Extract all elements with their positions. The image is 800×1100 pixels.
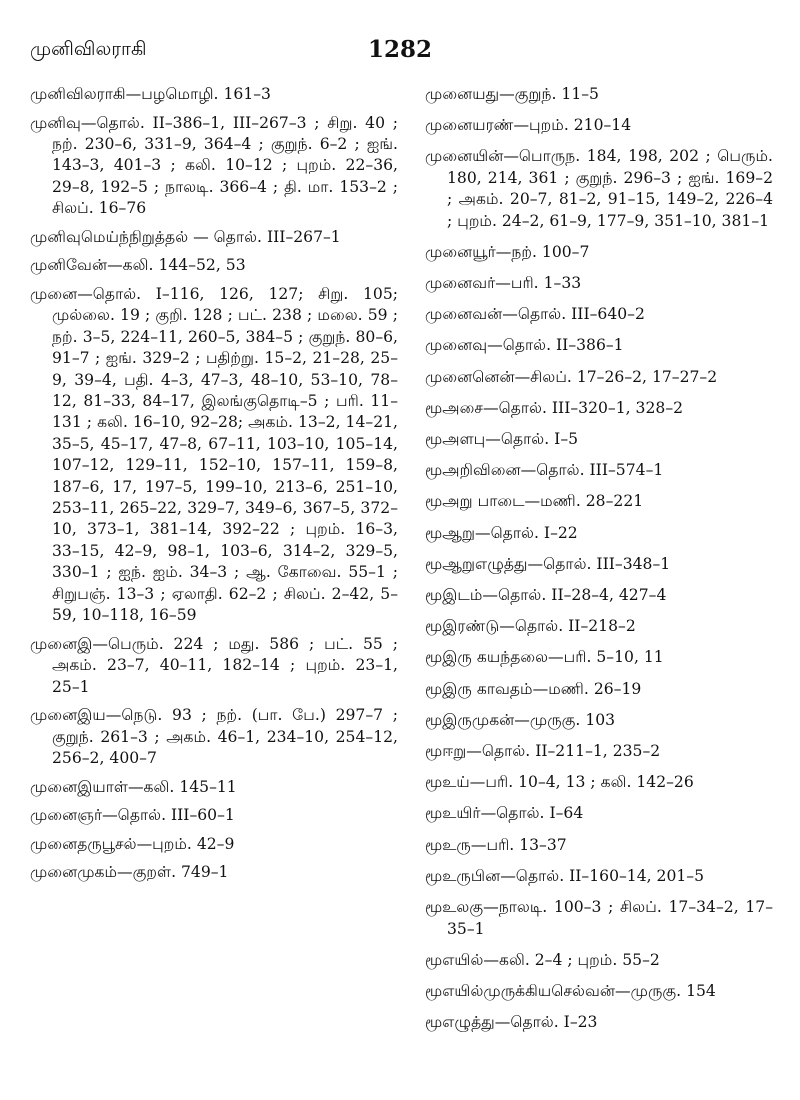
index-entry: முனைவு—தொல். II–386–1 xyxy=(425,336,624,355)
index-entry: மூஇரு காவதம்—மணி. 26–19 xyxy=(425,679,642,698)
index-entry: முனிவேன்—கலி. 144–52, 53 xyxy=(30,256,246,275)
index-entry: மூஇடம்—தொல். II–28–4, 427–4 xyxy=(425,586,667,605)
index-entry: மூஅசை—தொல். III–320–1, 328–2 xyxy=(425,398,684,417)
index-entry: முனையது—குறுந். 11–5 xyxy=(425,85,599,103)
index-entry: முனை—தொல். I–116, 126, 127; சிறு. 105; முல்லை. 19 ; குறி. 128 ; பட். 238 ; மலை. 59 ; நற். 3–5, 224–11, 260–5, 384–5 ; குறுந். 80–6, 91–7 ; ஐங். 329–2 ; பதிற்று. 15–2, 21–28, 25–9, 39–4, பதி. 4–3, 47–3, 48–10, 53–10, 78–12, 81–33, 84–17, இலங்குதொடி–5 ; பரி. 11–131 ; கலி. 16–10, 92–28; அகம். 13–2, 14–21, 35–5, 45–17, 47–8, 67–11, 103–10, 105–14, 107–12, 129–11, 152–10, 157–11, 159–8, 187–6, 17, 197–5, 199–10, 213–6, 251–10, 253–11, 265–22, 329–7, 349–6, 367–5, 372–10, 373–1, 381–14, 392–22 ; புறம். 16–3, 33–15, 42–9, 98–1, 103–6, 314–2, 329–5, 330–1 ; ஐந். ஐம். 34–3 ; ஆ. கோவை. 55–1 ; சிறுபஞ். 13–3 ; ஏலாதி. 62–2 ; சிலப். 2–42, 5–59, 10–118, 16–59 xyxy=(30,285,398,625)
index-entry: முனையரண்—புறம். 210–14 xyxy=(425,116,632,135)
index-entry: முனைனென்—சிலப். 17–26–2, 17–27–2 xyxy=(425,367,718,386)
index-entry: மூஅறு பாடை—மணி. 28–221 xyxy=(425,492,644,511)
index-entry: முனைமுகம்—குறள். 749–1 xyxy=(30,863,229,882)
index-entry: முனையின்—பொருந. 184, 198, 202 ; பெரும். 180, 214, 361 ; குறுந். 296–3 ; ஐங். 169–2 ; அகம். 20–7, 81–2, 91–15, 149–2, 226–4 ; புறம். 24–2, 61–9, 177–9, 351–10, 381–1 xyxy=(425,147,773,230)
index-entry: முனைதருபூசல்—புறம். 42–9 xyxy=(30,834,235,853)
index-entry: முனைவன்—தொல். III–640–2 xyxy=(425,305,645,324)
index-entry: மூஅளபு—தொல். I–5 xyxy=(425,430,579,449)
page-number: 1282 xyxy=(367,36,432,63)
index-entry: மூஇரண்டு—தொல். II–218–2 xyxy=(425,617,636,636)
index-entry: முனையூர்—நற். 100–7 xyxy=(425,242,590,261)
index-entry: மூஉரு—பரி. 13–37 xyxy=(425,835,567,854)
index-entry: மூஉயிர்—தொல். I–64 xyxy=(425,804,584,823)
running-head: முனிவிலராகி xyxy=(30,38,147,60)
index-entry: மூஇரு கயந்தலை—பரி. 5–10, 11 xyxy=(425,648,664,667)
index-entry: மூஎழுத்து—தொல். I–23 xyxy=(425,1013,598,1032)
left-column xyxy=(30,84,398,891)
index-entry: மூஇருமுகன்—முருகு. 103 xyxy=(425,710,616,729)
index-entry: மூஆறுஎழுத்து—தொல். III–348–1 xyxy=(425,554,671,573)
index-entry: மூஉலகு—நாலடி. 100–3 ; சிலப். 17–34–2, 17–35–1 xyxy=(425,898,773,938)
index-entry: முனைஇ—பெரும். 224 ; மது. 586 ; பட். 55 ; அகம். 23–7, 40–11, 182–14 ; புறம். 23–1, 25–1 xyxy=(30,634,398,696)
index-entry: முனிவுமெய்ந்நிறுத்தல் — தொல். III–267–1 xyxy=(30,227,341,246)
index-entry: முனிவு—தொல். II–386–1, III–267–3 ; சிறு. 40 ; நற். 230–6, 331–9, 364–4 ; குறுந். 6–2 ; ஐங். 143–3, 401–3 ; கலி. 10–12 ; புறம். 22–36, 29–8, 192–5 ; நாலடி. 366–4 ; தி. மா. 153–2 ; சிலப். 16–76 xyxy=(30,113,398,218)
index-entry: முனிவிலராகி—பழமொழி. 161–3 xyxy=(30,85,271,103)
index-entry: மூஉருபின—தொல். II–160–14, 201–5 xyxy=(425,866,705,885)
index-entry: மூஆறு—தொல். I–22 xyxy=(425,523,578,542)
index-entry: முனைவர்—பரி. 1–33 xyxy=(425,274,582,293)
index-entry: மூஅறிவினை—தொல். III–574–1 xyxy=(425,461,664,480)
index-entry: முனைஇயாள்—கலி. 145–11 xyxy=(30,777,237,796)
index-entry: மூஉய்—பரி. 10–4, 13 ; கலி. 142–26 xyxy=(425,773,694,792)
index-entry: மூஈறு—தொல். II–211–1, 235–2 xyxy=(425,742,661,761)
index-entry: முனைஞர்—தொல். III–60–1 xyxy=(30,806,235,825)
page-header xyxy=(0,0,800,63)
index-entry: மூஎயில்—கலி. 2–4 ; புறம். 55–2 xyxy=(425,950,660,969)
index-entry: முனைஇய—நெடு. 93 ; நற். (பா. பே.) 297–7 ; குறுந். 261–3 ; அகம். 46–1, 234–10, 254–12, 256–2, 400–7 xyxy=(30,706,398,767)
right-column xyxy=(425,84,773,1043)
index-entry: மூஎயில்முருக்கியசெல்வன்—முருகு. 154 xyxy=(425,981,716,1000)
